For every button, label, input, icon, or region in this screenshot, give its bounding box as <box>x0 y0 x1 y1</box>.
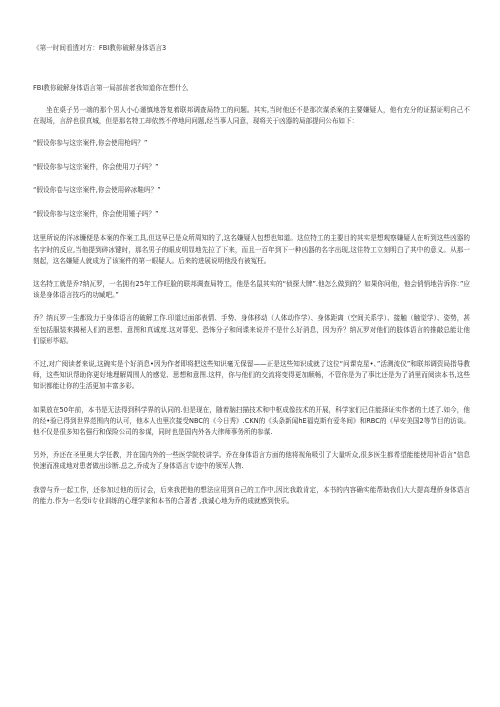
quote-icepick: “假设你卷与这宗案件,你会使用碎冰鞋吗？” <box>33 186 161 195</box>
paragraph-body-4: 不过,对广阅读者来说,这碗实是个好消息•因为作者即将把这些知识毫无保留——正是这些知识成就了这位“问课克星•、”活测流仪”和联邦调资局指导教师，这些知识帮助你更好地理解周围人的感觉、思想和意图.这样，你与他们的交流将变得更加顺畅，不管你是为了事比还是为了消里而阅读本书,这些知识都能让你的生活更加丰富多彩。 <box>33 360 470 391</box>
paragraph-body-5: 如果放在50年前，本书是无法得到科学界的认同的.但是现在，随着脑扫描技术和中枢成像技术的开展，科学家们已住能择证实作者的土述了.如今，他的经•验已得到世界范围内的认可，他本人也里次接受NBC的《今日秀》.CKN的《头条新闻hE福克斯有爱冬间》和RBC的《早安美国2等节目的访谈。他不仅是很多知名强行和保险公司的参谋，同时也是国内外各大律师事务所的参谋. <box>33 405 470 437</box>
paragraph-intro: 坐在桌子另一端的那个男人小心谨慎地答复着联邦调查局特工的问题。其实,当时他还不是那次谋杀案的主要嫌疑人，他有充分的证据证明自己不在现场，言辞也很真城，但是那名特工却依然不停地问问题,经当事人同意，现将关于凶器的局部提问公布如下： <box>33 106 470 126</box>
document-title: 《第一时间看透对方：FBI教你破解身体语言3 <box>33 44 167 52</box>
quote-knife: “假设你参与这宗案件，你会使用刀子吗？” <box>33 162 159 171</box>
paragraph-body-7: 我曾与乔一起工作，还参加过他的历讨会，后来我把他的想法应用到自己的工作中,因比我敢肯定，本书的内容确实能帮助我们大大提高理侨身体语言的能力.作为一名受ii专业训练的心理学家和本书的合著者 ,我诚心地为乔的成就感到快乐。 <box>33 485 470 505</box>
paragraph-body-2: 这名特工就是乔?纳瓦罗，一名拥有25年工作旺脸的联邦调查局特工，他是名鼠其实的“侦探大牌”.他怎么做到的？如果你问他，他会俏悄地告诉你：”应该是身体语言技巧的功臧吧。” <box>33 280 470 300</box>
quote-gun: “假设你参与这宗案件,你会使用枪吗？” <box>33 139 148 148</box>
section-heading: FBI教你破解身体语言第一局部前者我知道你在想什么 <box>33 84 189 92</box>
document-page <box>33 44 470 519</box>
paragraph-body-3: 乔？纳瓦罗一生都致力于身体语言的破解工作.印道过面部表情、手势、身体移动（人体动作学）、身体距离（空间关系学）、接触（触觉学）、姿势，甚至包括服装来揭秘人们的思想、意图和真诚度.这对罪犯、恐怖分子和间谍来说并不是什么好消息，因为乔？纳瓦罗对他们的肢体语言的推敲总能让他们原形毕昭。 <box>33 314 470 345</box>
quote-hammer: “假设你参与这宗案件，你会使用锤子吗？” <box>33 209 159 218</box>
paragraph-body-6: 另外，乔还在圣里奥大学任教，并在国内外的一些医学院校讲学。乔在身体语言方面的他将视角吸引了大量听众,很多医生都希望能能使用补语言”信息快速而准成地对患者做出诊断.总之,乔成为了身体语言专迹中的领军人物. <box>33 451 470 471</box>
paragraph-body-1: 这里所说的洋冰镰便是本案的作案工具,但这早已是众所周知的了,这名嫌疑人包想也知道。这位特工的主要目的其实是想观察嫌疑人在听到这些凶器的名字时的反应,当他提到碎冰键时，那名男子的眼皮明显地先拉了下来，而且一百年到下一种凶器的名字出现,这住特工立刻明白了其中的意义。从那一刻起，这名嫌疑人就成为了该案件的第一眼疑人。后来的进展说明他没有被冤枉。 <box>33 234 470 265</box>
